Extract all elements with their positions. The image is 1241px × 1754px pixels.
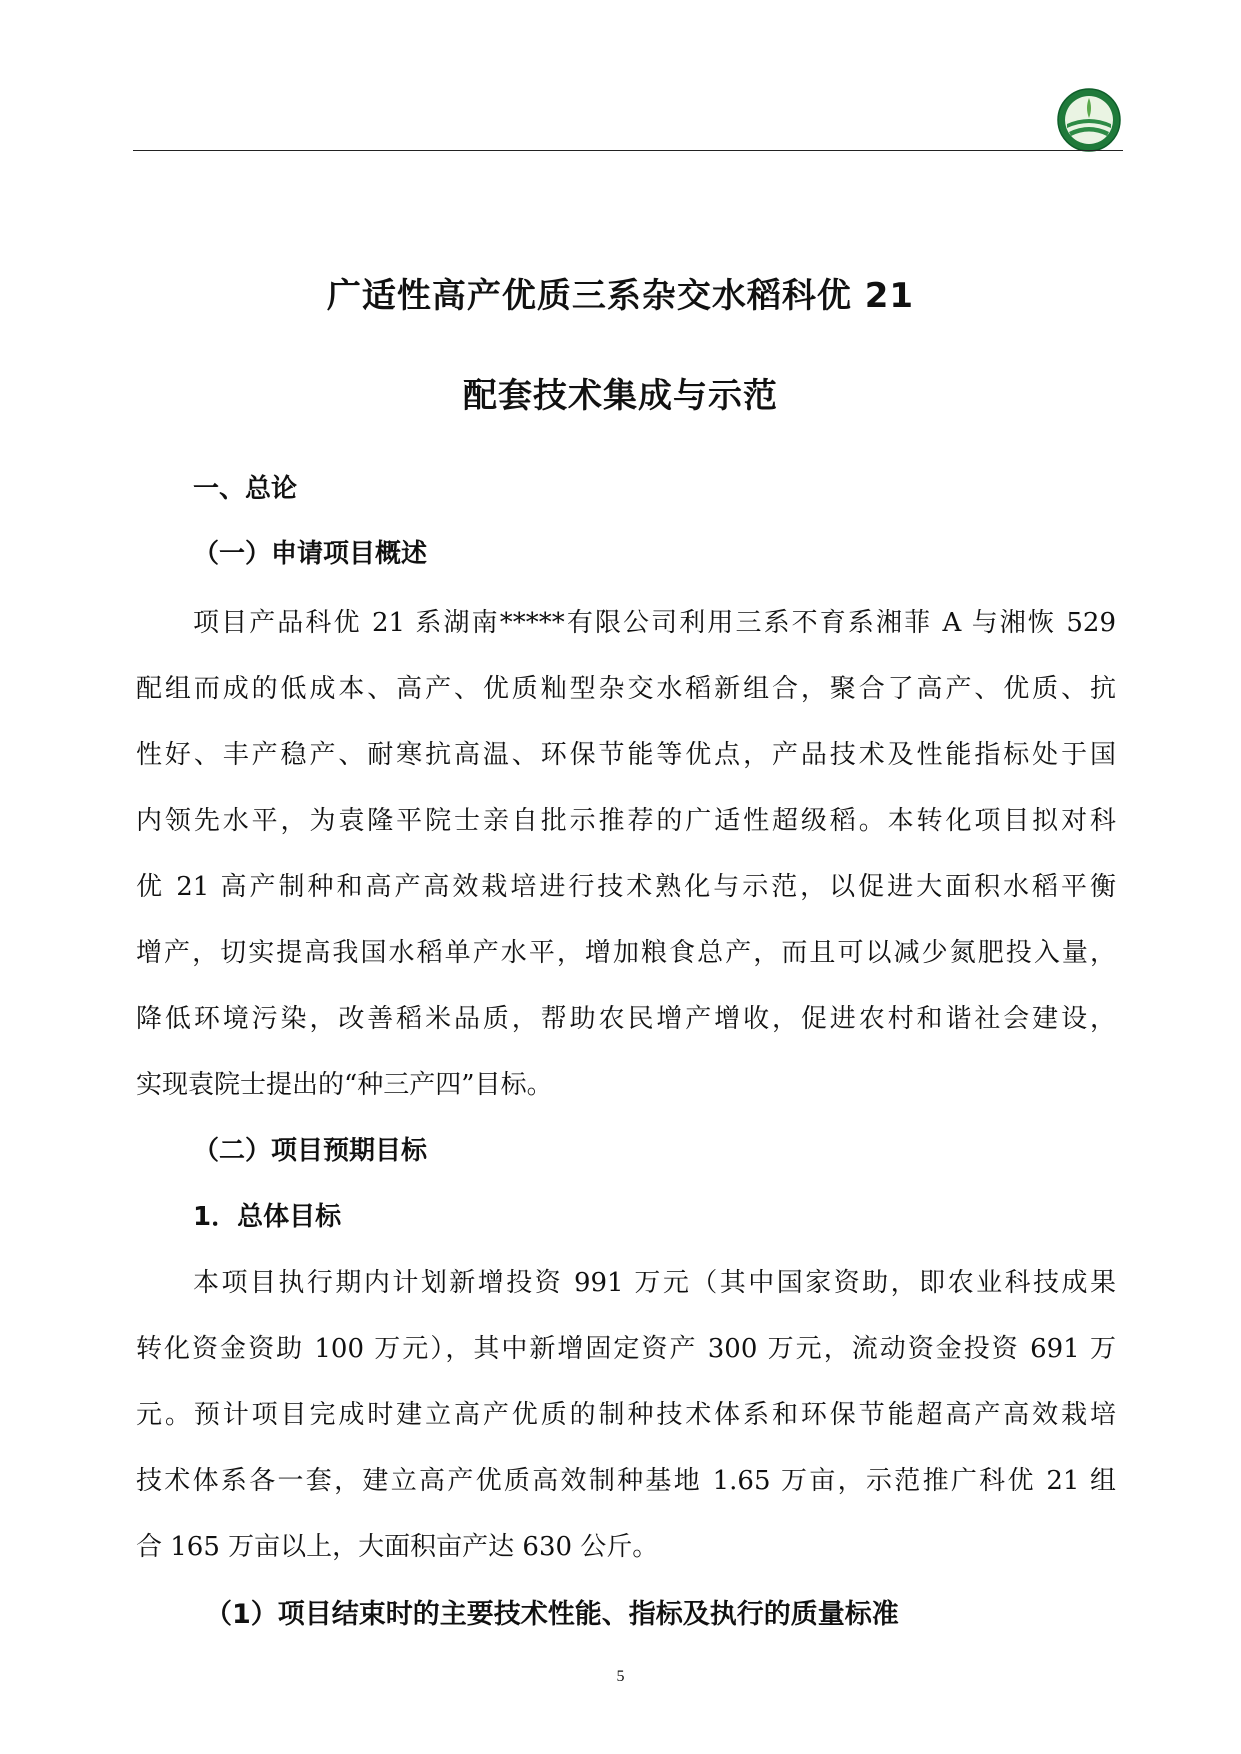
paragraph-line: 项目产品科优 21 系湖南*****有限公司利用三系不育系湘菲 A 与湘恢 529 bbox=[193, 608, 1116, 638]
document-title-line-2: 配套技术集成与示范 bbox=[463, 376, 778, 416]
subsection-heading-overall-goal: 1．总体目标 bbox=[193, 1202, 342, 1232]
section-heading-general: 一、总论 bbox=[193, 474, 298, 504]
subsection-heading-goals: （二）项目预期目标 bbox=[193, 1136, 428, 1166]
paragraph-line: 增产，切实提高我国水稻单产水平，增加粮食总产，而且可以减少氮肥投入量， bbox=[136, 938, 1116, 968]
paragraph-line: 配组而成的低成本、高产、优质籼型杂交水稻新组合，聚合了高产、优质、抗 bbox=[136, 674, 1116, 704]
document-title-line-1: 广适性高产优质三系杂交水稻科优 21 bbox=[326, 276, 915, 316]
subsection-heading-overview: （一）申请项目概述 bbox=[193, 539, 428, 569]
paragraph-line: 优 21 高产制种和高产高效栽培进行技术熟化与示范，以促进大面积水稻平衡 bbox=[136, 872, 1116, 902]
paragraph-line: 内领先水平，为袁隆平院士亲自批示推荐的广适性超级稻。本转化项目拟对科 bbox=[136, 806, 1116, 836]
paragraph-line: 实现袁院士提出的“种三产四”目标。 bbox=[136, 1070, 553, 1100]
paragraph-line: 元。预计项目完成时建立高产优质的制种技术体系和环保节能超高产高效栽培 bbox=[136, 1400, 1116, 1430]
paragraph-line: 性好、丰产稳产、耐寒抗高温、环保节能等优点，产品技术及性能指标处于国 bbox=[136, 740, 1116, 770]
page-number: 5 bbox=[616, 1668, 625, 1685]
paragraph-line: 合 165 万亩以上，大面积亩产达 630 公斤。 bbox=[136, 1532, 659, 1562]
paragraph-line: 转化资金资助 100 万元），其中新增固定资产 300 万元，流动资金投资 691 万 bbox=[136, 1334, 1116, 1364]
paragraph-line: 降低环境污染，改善稻米品质，帮助农民增产增收，促进农村和谐社会建设， bbox=[136, 1004, 1116, 1034]
paragraph-line: 本项目执行期内计划新增投资 991 万元（其中国家资助，即农业科技成果 bbox=[193, 1268, 1116, 1298]
organization-logo bbox=[1057, 88, 1121, 152]
subheading-technical-indicators: （1）项目结束时的主要技术性能、指标及执行的质量标准 bbox=[205, 1599, 899, 1630]
header-rule bbox=[133, 150, 1123, 151]
paragraph-line: 技术体系各一套，建立高产优质高效制种基地 1.65 万亩，示范推广科优 21 组 bbox=[136, 1466, 1116, 1496]
